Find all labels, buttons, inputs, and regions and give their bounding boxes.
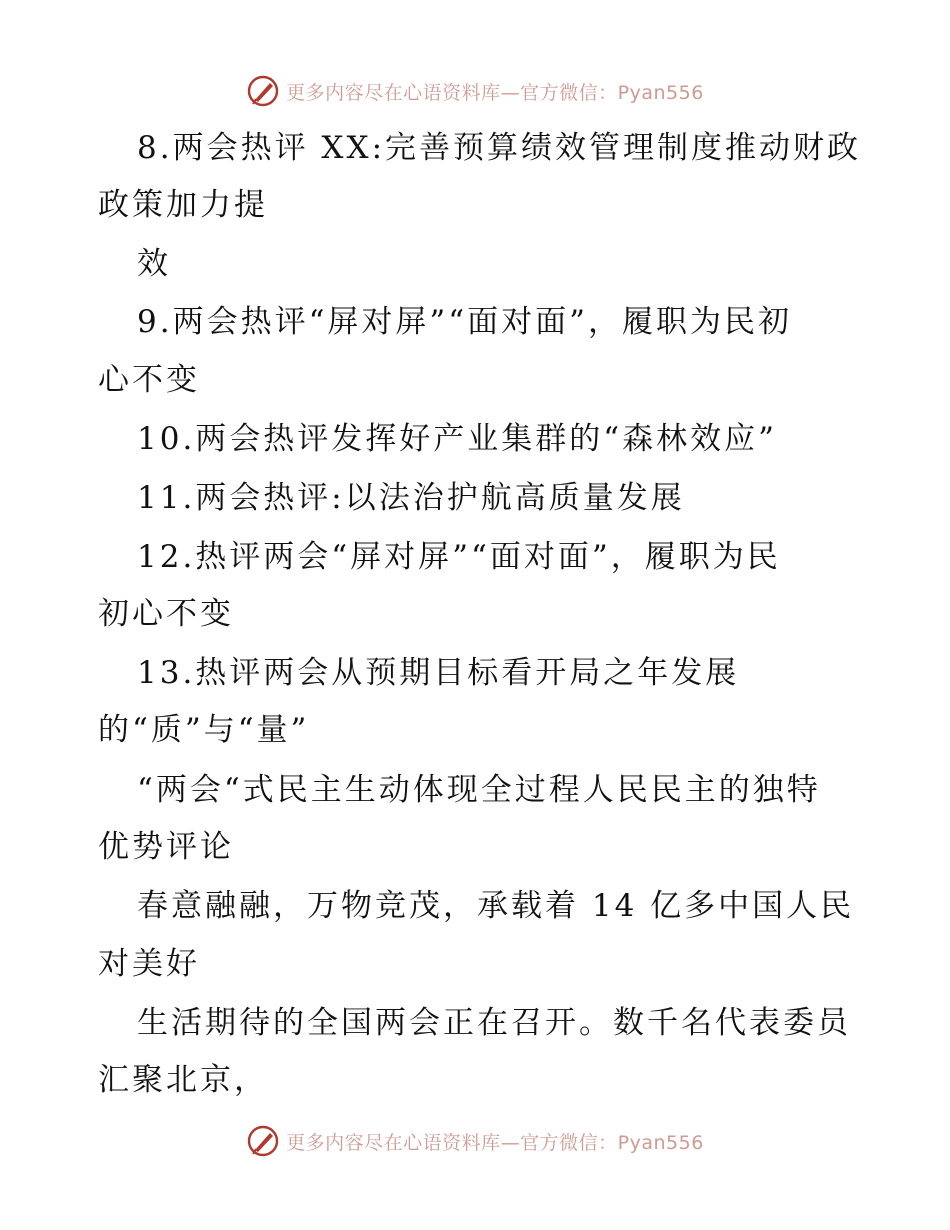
text-line: 对美好 bbox=[98, 946, 200, 982]
text-line: 效 bbox=[137, 246, 171, 282]
quill-logo-icon bbox=[246, 1124, 280, 1158]
text-line: 优势评论 bbox=[98, 829, 234, 865]
text-line: 10.两会热评发挥好产业集群的“森林效应” bbox=[137, 421, 777, 457]
text-line: 汇聚北京， bbox=[98, 1062, 268, 1098]
text-line: 13.热评两会从预期目标看开局之年发展 bbox=[137, 655, 740, 691]
text-line: 8.两会热评 XX:完善预算绩效管理制度推动财政 bbox=[137, 130, 862, 166]
text-line: “两会“式民主生动体现全过程人民民主的独特 bbox=[137, 772, 821, 808]
text-line: 11.两会热评:以法治护航高质量发展 bbox=[137, 480, 685, 516]
watermark-text: 更多内容尽在心语资料库—官方微信：Pyan556 bbox=[286, 1131, 704, 1154]
text-line: 12.热评两会“屏对屏”“面对面”，履职为民 bbox=[137, 539, 781, 575]
text-line: 政策加力提 bbox=[98, 187, 268, 223]
text-line: 初心不变 bbox=[98, 596, 234, 632]
text-line: 心不变 bbox=[98, 362, 200, 398]
text-line: 春意融融，万物竞茂，承载着 14 亿多中国人民 bbox=[137, 888, 855, 924]
text-line: 9.两会热评“屏对屏”“面对面”，履职为民初 bbox=[137, 304, 792, 340]
text-line: 生活期待的全国两会正在召开。数千名代表委员 bbox=[137, 1005, 851, 1041]
text-line: 的“质”与“量” bbox=[98, 712, 310, 748]
footer-watermark bbox=[0, 1121, 950, 1161]
header-watermark bbox=[0, 71, 950, 111]
quill-logo-icon bbox=[246, 74, 280, 108]
watermark-text: 更多内容尽在心语资料库—官方微信：Pyan556 bbox=[286, 81, 704, 104]
